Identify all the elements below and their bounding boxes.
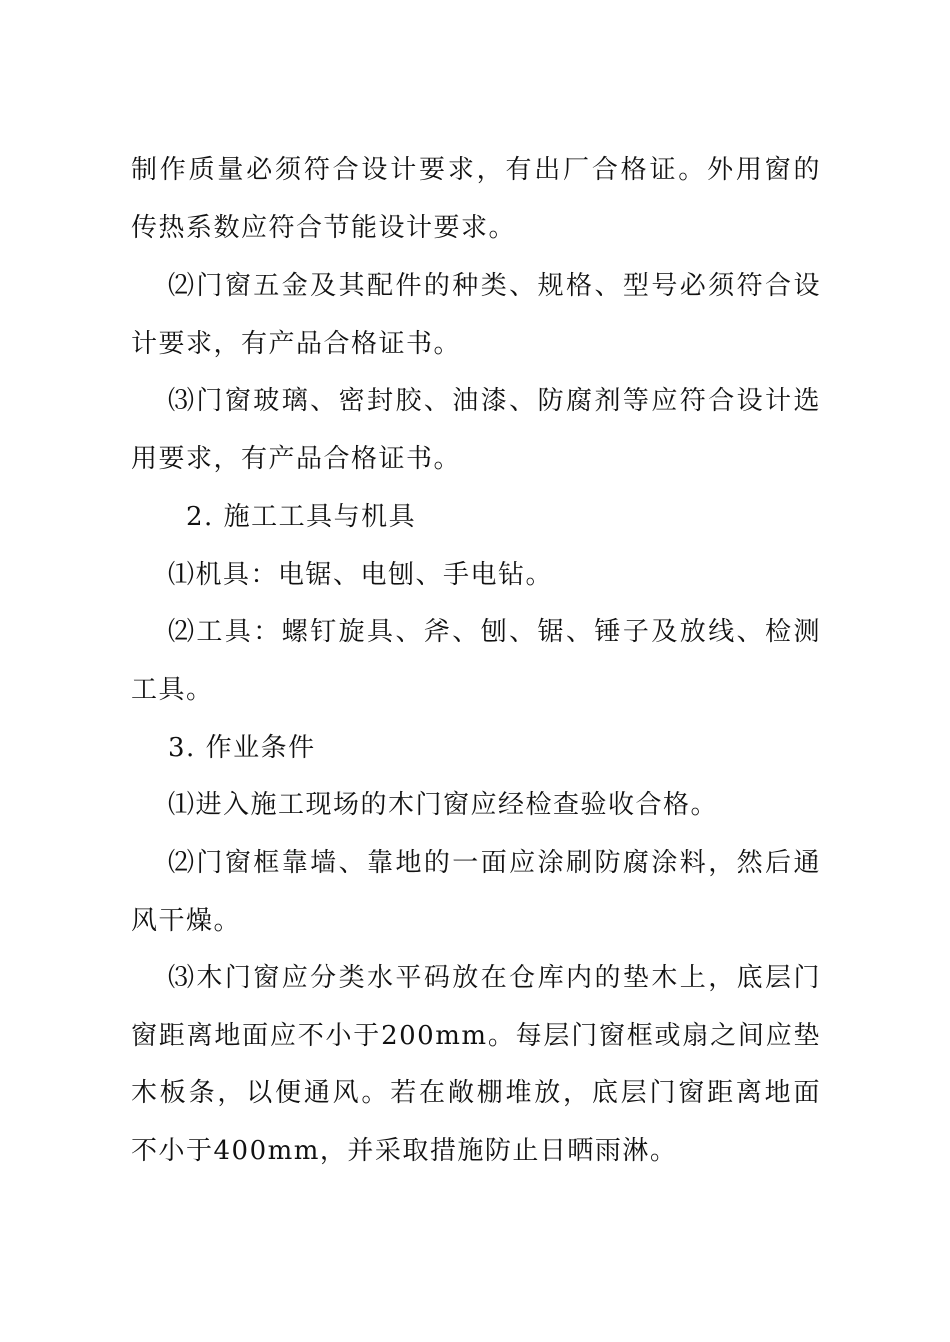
list-item-2-line: ⑵门窗五金及其配件的种类、规格、型号必须符合设 bbox=[168, 271, 821, 301]
list-item-2-line: ⑵门窗框靠墙、靠地的一面应涂刷防腐涂料，然后通 bbox=[168, 848, 821, 878]
section-heading-3: 3. 作业条件 bbox=[168, 733, 316, 763]
list-item-1: ⑴进入施工现场的木门窗应经检查验收合格。 bbox=[168, 790, 719, 820]
text-line: 制作质量必须符合设计要求，有出厂合格证。外用窗的 bbox=[131, 155, 821, 185]
list-item-3-line: ⑶门窗玻璃、密封胶、油漆、防腐剂等应符合设计选 bbox=[168, 386, 821, 416]
list-item-2-line: ⑵工具：螺钉旋具、斧、刨、锯、锤子及放线、检测 bbox=[168, 617, 821, 647]
section-heading-2: 2. 施工工具与机具 bbox=[186, 502, 417, 532]
text-line: 木板条，以便通风。若在敞棚堆放，底层门窗距离地面 bbox=[131, 1078, 821, 1108]
text-line: 窗距离地面应不小于200mm。每层门窗框或扇之间应垫 bbox=[131, 1021, 821, 1051]
text-line: 用要求，有产品合格证书。 bbox=[131, 444, 462, 474]
text-line: 计要求，有产品合格证书。 bbox=[131, 329, 462, 359]
text-line: 传热系数应符合节能设计要求。 bbox=[131, 213, 517, 243]
text-line: 不小于400mm，并采取措施防止日晒雨淋。 bbox=[131, 1136, 678, 1166]
text-line: 工具。 bbox=[131, 675, 214, 705]
text-line: 风干燥。 bbox=[131, 906, 242, 936]
list-item-1: ⑴机具：电锯、电刨、手电钻。 bbox=[168, 560, 554, 590]
list-item-3-line: ⑶木门窗应分类水平码放在仓库内的垫木上，底层门 bbox=[168, 963, 821, 993]
